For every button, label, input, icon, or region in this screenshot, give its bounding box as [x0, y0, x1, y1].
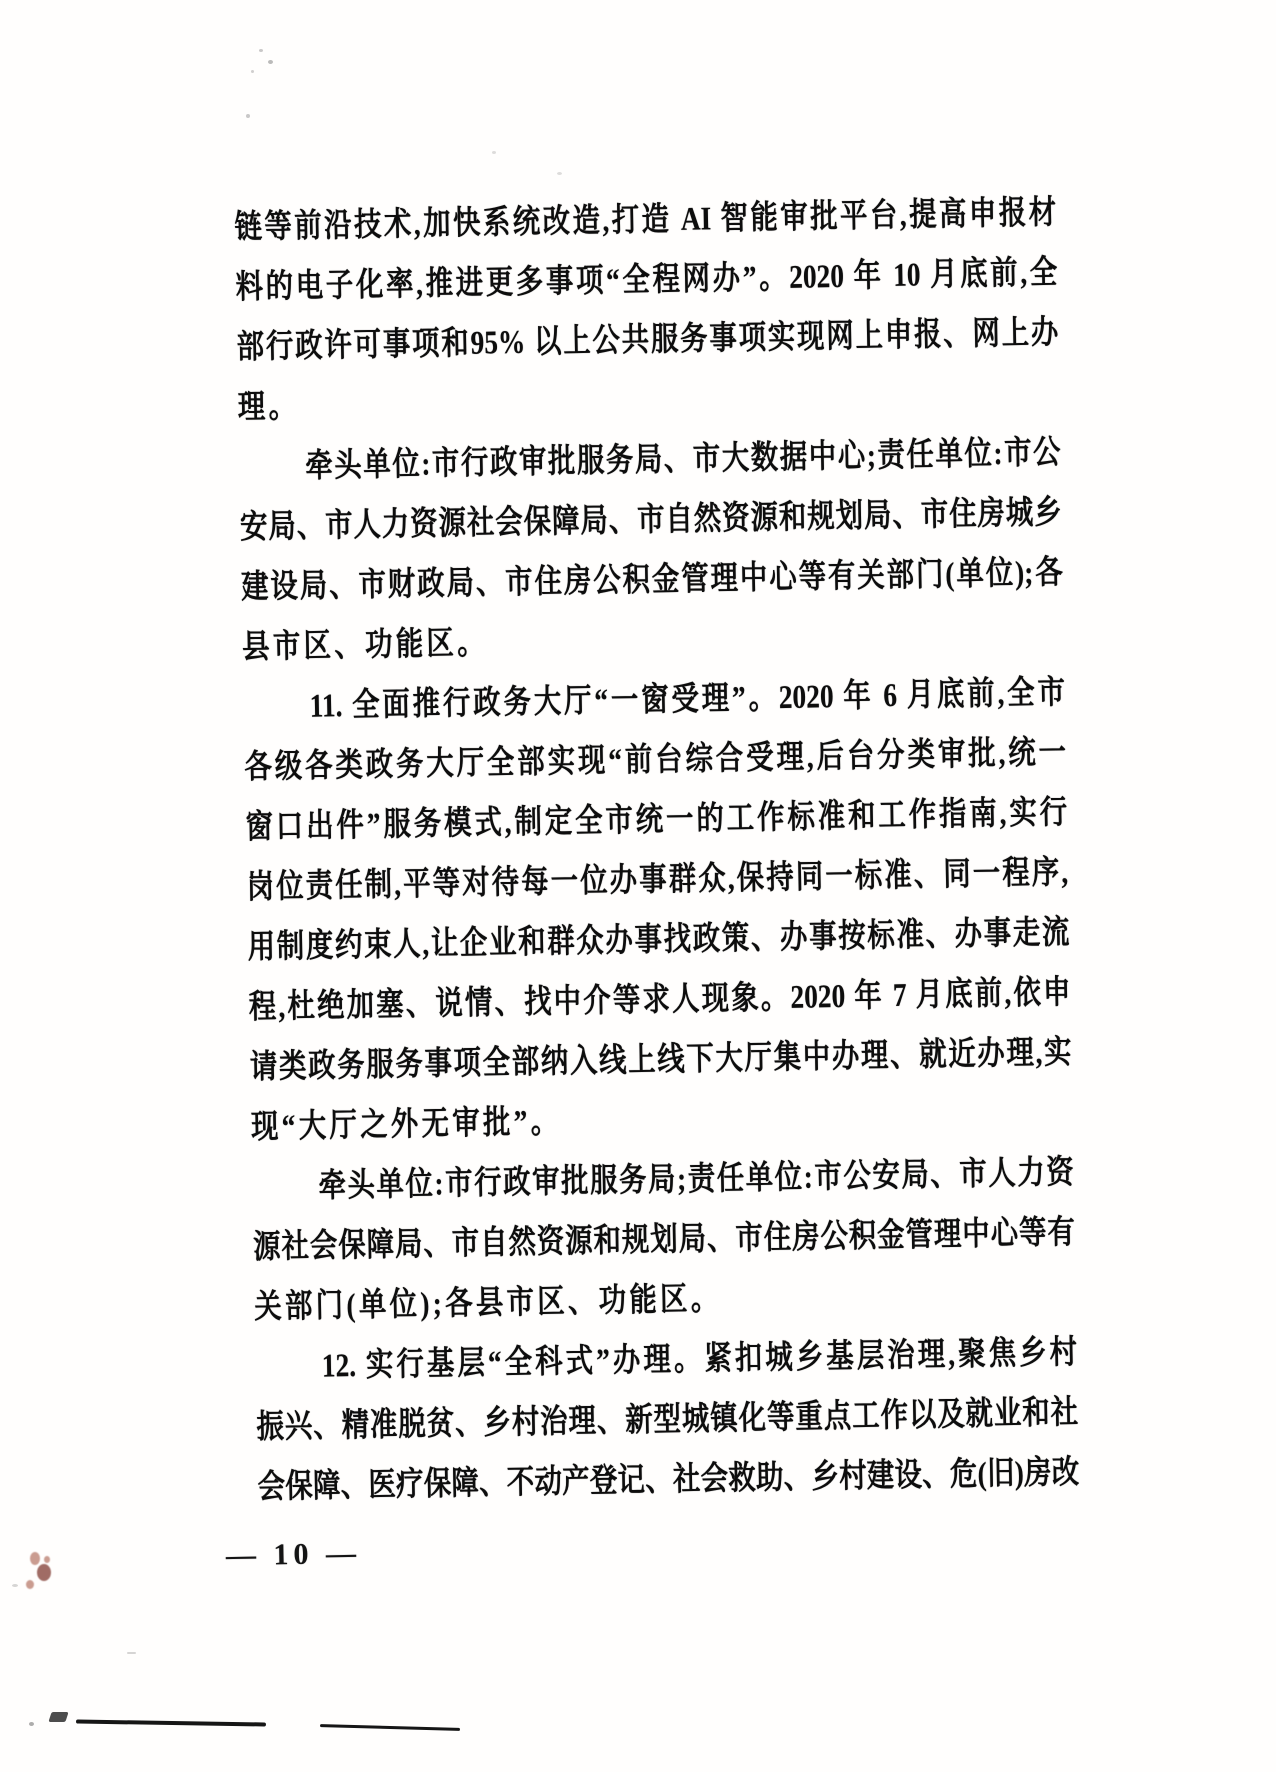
text-line: 源社会保障局、市自然资源和规划局、市住房公积金管理中心等有 — [252, 1214, 1076, 1266]
text-line: 链等前沿技术,加快系统改造,打造 AI 智能审批平台,提高申报材 — [234, 194, 1057, 246]
page-number: — 10 — — [225, 1536, 362, 1573]
text-line: 程,杜绝加塞、说情、找中介等求人现象。2020 年 7 月底前,依申 — [248, 974, 1071, 1026]
text-line: 窗口出件”服务模式,制定全市统一的工作标准和工作指南,实行 — [245, 794, 1068, 846]
scan-speck — [246, 114, 250, 118]
text-line: 建设局、市财政局、市住房公积金管理中心等有关部门(单位);各 — [240, 554, 1064, 606]
scan-speck — [127, 1652, 136, 1654]
scan-speck — [557, 172, 562, 175]
ink-smudge — [26, 1580, 34, 1589]
scan-speck — [259, 49, 263, 52]
scan-streak — [76, 1720, 266, 1727]
scan-speck — [251, 70, 254, 73]
text-line: 12. 实行基层“全科式”办理。紧扣城乡基层治理,聚焦乡村 — [321, 1334, 1078, 1385]
scan-speck — [492, 151, 496, 154]
text-line: 安局、市人力资源社会保障局、市自然资源和规划局、市住房城乡 — [239, 494, 1062, 546]
text-line: 11. 全面推行政务大厅“一窗受理”。2020 年 6 月底前,全市 — [309, 674, 1066, 725]
scan-blot — [48, 1712, 68, 1722]
text-line: 牵头单位:市行政审批服务局、市大数据中心;责任单位:市公 — [305, 434, 1061, 485]
text-line: 理。 — [237, 388, 300, 426]
text-line: 牵头单位:市行政审批服务局;责任单位:市公安局、市人力资 — [318, 1154, 1075, 1205]
text-line: 振兴、精准脱贫、乡村治理、新型城镇化等重点工作以及就业和社 — [256, 1394, 1079, 1446]
text-line: 料的电子化率,推进更多事项“全程网办”。2020 年 10 月底前,全 — [235, 254, 1058, 306]
text-line: 会保障、医疗保障、不动产登记、社会救助、乡村建设、危(旧)房改 — [257, 1454, 1080, 1506]
text-line: 岗位责任制,平等对待每一位办事群众,保持同一标准、同一程序, — [246, 854, 1069, 906]
ink-smudge — [44, 1556, 50, 1563]
text-line: 用制度约束人,让企业和群众办事找政策、办事按标准、办事走流 — [247, 914, 1070, 966]
text-line: 各级各类政务大厅全部实现“前台综合受理,后台分类审批,统一 — [244, 734, 1067, 786]
ink-smudge — [37, 1564, 51, 1581]
text-line: 县市区、功能区。 — [241, 625, 489, 666]
text-line: 关部门(单位);各县市区、功能区。 — [254, 1281, 722, 1326]
ink-smudge — [30, 1552, 40, 1565]
scan-speck — [29, 1722, 34, 1726]
text-line: 现“大厅之外无审批”。 — [250, 1104, 562, 1146]
scan-streak — [320, 1724, 460, 1731]
scan-speck — [12, 1584, 18, 1587]
text-line: 部行政许可事项和95% 以上公共服务事项实现网上申报、网上办 — [236, 314, 1059, 366]
text-line: 请类政务服务事项全部纳入线上线下大厅集中办理、就近办理,实 — [249, 1034, 1072, 1086]
scan-speck — [268, 60, 273, 64]
document-text-block — [234, 183, 1080, 1518]
